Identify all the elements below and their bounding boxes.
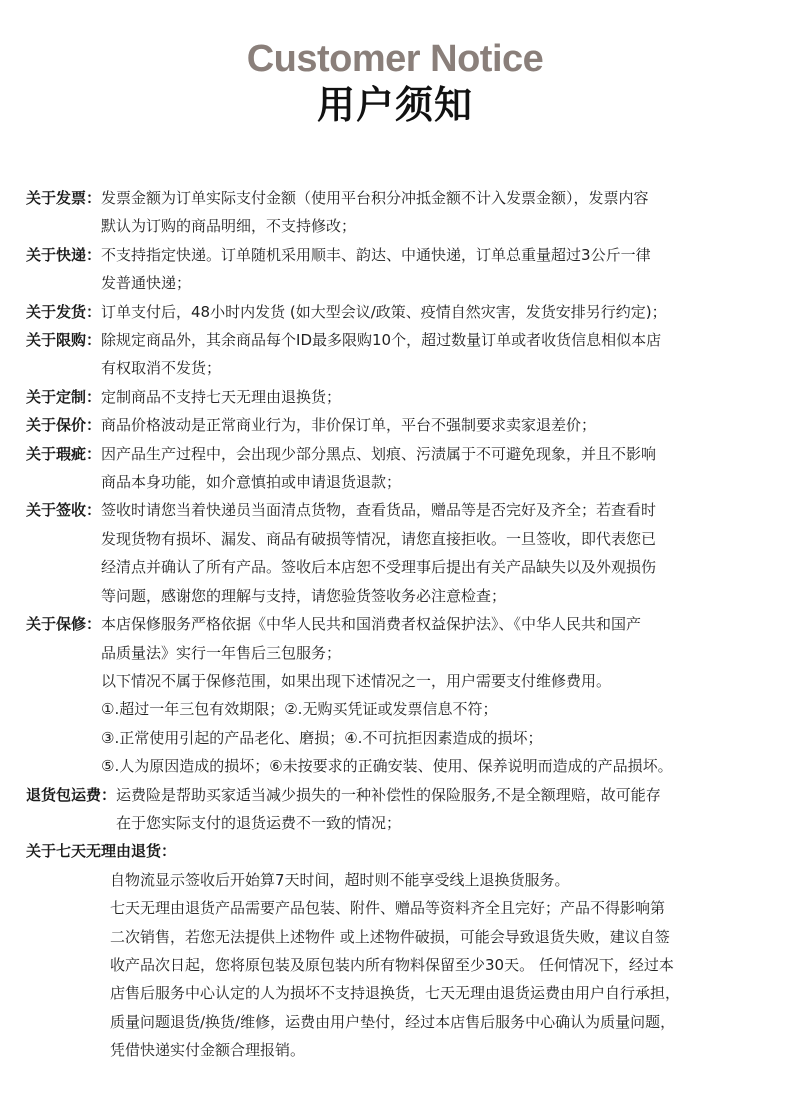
notice-label: 关于快递： bbox=[26, 245, 102, 264]
notice-line: ⑤.人为原因造成的损坏；⑥未按要求的正确安装、使用、保养说明而造成的产品损坏。 bbox=[101, 757, 673, 776]
notice-line: 发票金额为订单实际支付金额（使用平台积分冲抵金额不计入发票金额），发票内容 bbox=[101, 189, 649, 207]
notice-line: 收产品次日起，您将原包装及原包装内所有物料保留至少30天。 任何情况下，经过本 bbox=[110, 955, 674, 974]
notice-line: 有权取消不发货； bbox=[101, 359, 222, 378]
notice-line: 在于您实际支付的退货运费不一致的情况； bbox=[116, 813, 402, 832]
notice-body bbox=[101, 610, 673, 780]
notice-line: 以下情况不属于保修范围，如果出现下述情况之一，用户需要支付维修费用。 bbox=[101, 671, 612, 690]
notice-label: 关于保修： bbox=[26, 615, 102, 634]
notice-line: 不支持指定快递。订单随机采用顺丰、韵达、中通快递，订单总重量超过3公斤一律 bbox=[101, 245, 651, 264]
notice-item bbox=[26, 298, 776, 326]
notice-line: 订单支付后，48小时内发货 (如大型会议/政策、疫情自然灾害，发货安排另行约定)； bbox=[101, 302, 667, 321]
notice-list bbox=[26, 184, 776, 1065]
notice-line: 商品本身功能，如介意慎拍或申请退货退款； bbox=[101, 473, 402, 492]
notice-body bbox=[101, 440, 656, 497]
notice-item bbox=[26, 496, 776, 610]
notice-body bbox=[101, 241, 651, 298]
notice-label: 关于瑕疵： bbox=[26, 444, 102, 463]
notice-line: 运费险是帮助买家适当减少损失的一种补偿性的保险服务,不是全额理赔，故可能存 bbox=[116, 785, 661, 804]
notice-line: 二次销售，若您无法提供上述物件 或上述物件破损，可能会导致退货失败，建议自签 bbox=[110, 927, 670, 946]
notice-item bbox=[26, 781, 776, 838]
notice-line: 自物流显示签收后开始算7天时间，超时则不能享受线上退换货服务。 bbox=[110, 870, 570, 889]
notice-label: 关于限购： bbox=[26, 331, 102, 350]
notice-line: 发普通快递； bbox=[101, 274, 192, 293]
notice-line: ①.超过一年三包有效期限；②.无购买凭证或发票信息不符； bbox=[101, 700, 498, 719]
notice-line: 等问题，感谢您的理解与支持，请您验货签收务必注意检查； bbox=[101, 586, 507, 605]
notice-line: 本店保修服务严格依据《中华人民共和国消费者权益保护法》、《中华人民共和国产 bbox=[101, 615, 642, 634]
notice-item bbox=[26, 440, 776, 497]
notice-item bbox=[26, 383, 776, 411]
notice-seven-day bbox=[26, 837, 776, 865]
title-english: Customer Notice bbox=[246, 38, 544, 80]
notice-label: 退货包运费： bbox=[26, 785, 117, 804]
notice-body bbox=[116, 781, 661, 838]
notice-label: 关于签收： bbox=[26, 501, 102, 520]
notice-item bbox=[26, 326, 776, 383]
notice-label: 关于定制： bbox=[26, 387, 102, 406]
notice-line: 发现货物有损坏、漏发、商品有破损等情况，请您直接拒收。一旦签收，即代表您已 bbox=[101, 529, 657, 548]
notice-line: 经清点并确认了所有产品。签收后本店恕不受理事后提出有关产品缺失以及外观损伤 bbox=[101, 558, 657, 577]
notice-line: 因产品生产过程中，会出现少部分黑点、划痕、污渍属于不可避免现象，并且不影响 bbox=[101, 444, 657, 463]
notice-line: 店售后服务中心认定的人为损坏不支持退换货，七天无理由退货运费由用户自行承担， bbox=[110, 984, 681, 1003]
notice-label: 关于七天无理由退货： bbox=[26, 842, 177, 861]
notice-body bbox=[101, 411, 596, 439]
notice-item bbox=[26, 184, 776, 241]
notice-body bbox=[101, 326, 661, 383]
notice-line: 品质量法》实行一年售后三包服务； bbox=[101, 643, 342, 662]
notice-line: 七天无理由退货产品需要产品包装、附件、赠品等资料齐全且完好；产品不得影响第 bbox=[110, 899, 666, 918]
notice-line: 除规定商品外，其余商品每个ID最多限购10个，超过数量订单或者收货信息相似本店 bbox=[101, 331, 662, 350]
title-chinese: 用户须知 bbox=[316, 83, 473, 127]
notice-line: 默认为订购的商品明细，不支持修改； bbox=[101, 217, 357, 236]
notice-item bbox=[26, 411, 776, 439]
notice-line: 定制商品不支持七天无理由退换货； bbox=[101, 387, 342, 406]
notice-label: 关于保价： bbox=[26, 416, 102, 435]
notice-line: ③.正常使用引起的产品老化、磨损；④.不可抗拒因素造成的损坏； bbox=[101, 728, 543, 747]
notice-seven-day-body bbox=[26, 866, 776, 1065]
notice-label: 关于发货： bbox=[26, 302, 102, 321]
notice-line: 签收时请您当着快递员当面清点货物，查看货品，赠品等是否完好及齐全；若查看时 bbox=[101, 501, 657, 520]
notice-body bbox=[101, 298, 667, 326]
notice-body bbox=[101, 383, 341, 411]
notice-line: 质量问题退货/换货/维修，运费由用户垫付，经过本店售后服务中心确认为质量问题， bbox=[110, 1012, 676, 1031]
notice-label: 关于发票： bbox=[26, 189, 102, 207]
notice-body bbox=[101, 496, 656, 610]
notice-line: 商品价格波动是正常商业行为，非价保订单，平台不强制要求卖家退差价； bbox=[101, 416, 597, 435]
notice-item bbox=[26, 241, 776, 298]
notice-line: 凭借快递实付金额合理报销。 bbox=[110, 1041, 306, 1060]
notice-body bbox=[101, 184, 649, 241]
notice-item bbox=[26, 610, 776, 780]
